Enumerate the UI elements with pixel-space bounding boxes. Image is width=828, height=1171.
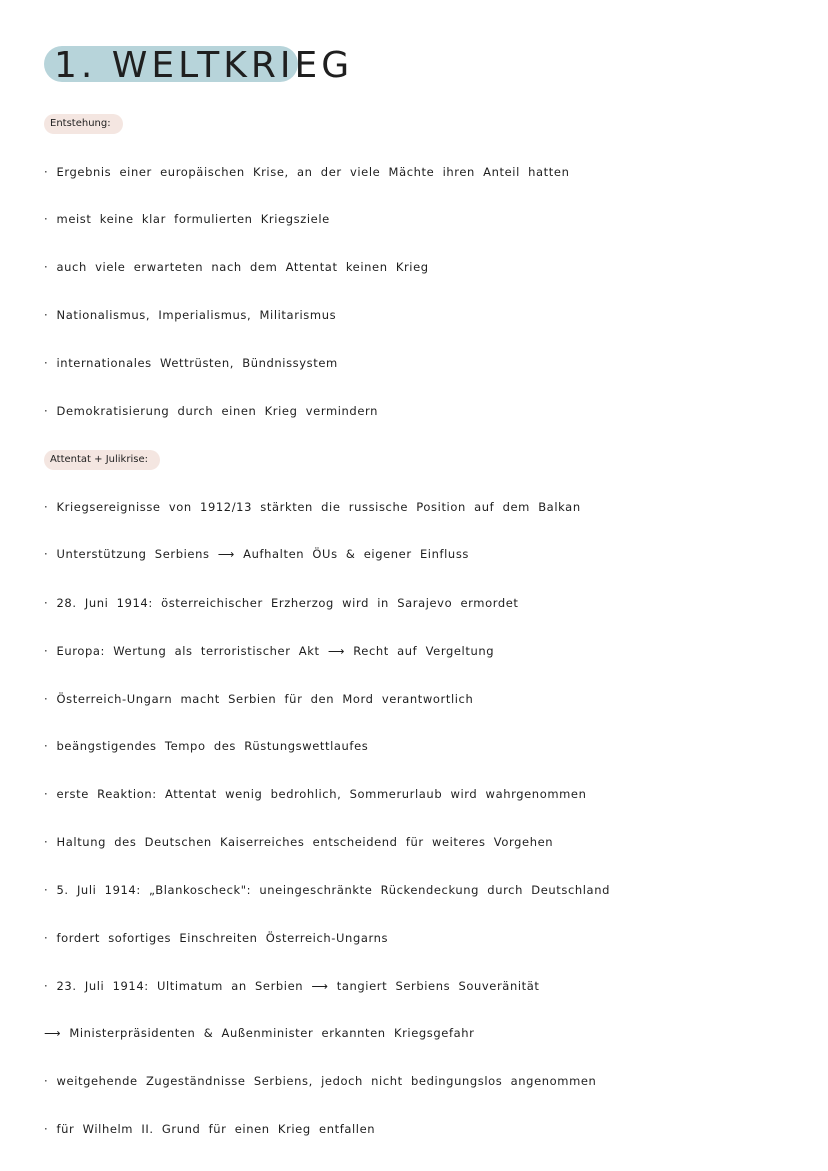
list-item: · internationales Wettrüsten, Bündnissystem <box>44 356 338 370</box>
section-heading-entstehung: Entstehung: <box>44 114 123 134</box>
list-item: · erste Reaktion: Attentat wenig bedrohlich, Sommerurlaub wird wahrgenommen <box>44 787 587 801</box>
list-item: · Österreich-Ungarn macht Serbien für den Mord verantwortlich <box>44 692 474 706</box>
list-item: · Europa: Wertung als terroristischer Akt ⟶ Recht auf Vergeltung <box>44 644 495 658</box>
list-item: · meist keine klar formulierten Kriegsziele <box>44 212 330 226</box>
list-item: · Nationalismus, Imperialismus, Militarismus <box>44 308 337 322</box>
list-item: · 28. Juni 1914: österreichischer Erzherzog wird in Sarajevo ermordet <box>44 596 519 610</box>
list-item: · fordert sofortiges Einschreiten Österreich-Ungarns <box>44 931 389 945</box>
list-item: · Demokratisierung durch einen Krieg vermindern <box>44 404 379 418</box>
list-item: · beängstigendes Tempo des Rüstungswettlaufes <box>44 739 369 753</box>
list-item: · weitgehende Zugeständnisse Serbiens, jedoch nicht bedingungslos angenommen <box>44 1074 597 1088</box>
list-item: · Unterstützung Serbiens ⟶ Aufhalten ÖUs & eigener Einfluss <box>44 547 470 561</box>
list-item: · 5. Juli 1914: „Blankoscheck": uneingeschränkte Rückendeckung durch Deutschland <box>44 883 610 897</box>
list-item: · 23. Juli 1914: Ultimatum an Serbien ⟶ tangiert Serbiens Souveränität <box>44 979 540 993</box>
list-item: · Kriegsereignisse von 1912/13 stärkten die russische Position auf dem Balkan <box>44 500 581 514</box>
list-item: · auch viele erwarteten nach dem Attentat keinen Krieg <box>44 260 429 274</box>
list-item: · Haltung des Deutschen Kaiserreiches entscheidend für weiteres Vorgehen <box>44 835 554 849</box>
page-title: 1. WELTKRIEG <box>54 45 354 86</box>
section-heading-attentat: Attentat + Julikrise: <box>44 450 160 470</box>
list-item: · Ergebnis einer europäischen Krise, an der viele Mächte ihren Anteil hatten <box>44 165 570 179</box>
list-item: ⟶ Ministerpräsidenten & Außenminister erkannten Kriegsgefahr <box>44 1026 475 1040</box>
list-item: · für Wilhelm II. Grund für einen Krieg entfallen <box>44 1122 376 1136</box>
